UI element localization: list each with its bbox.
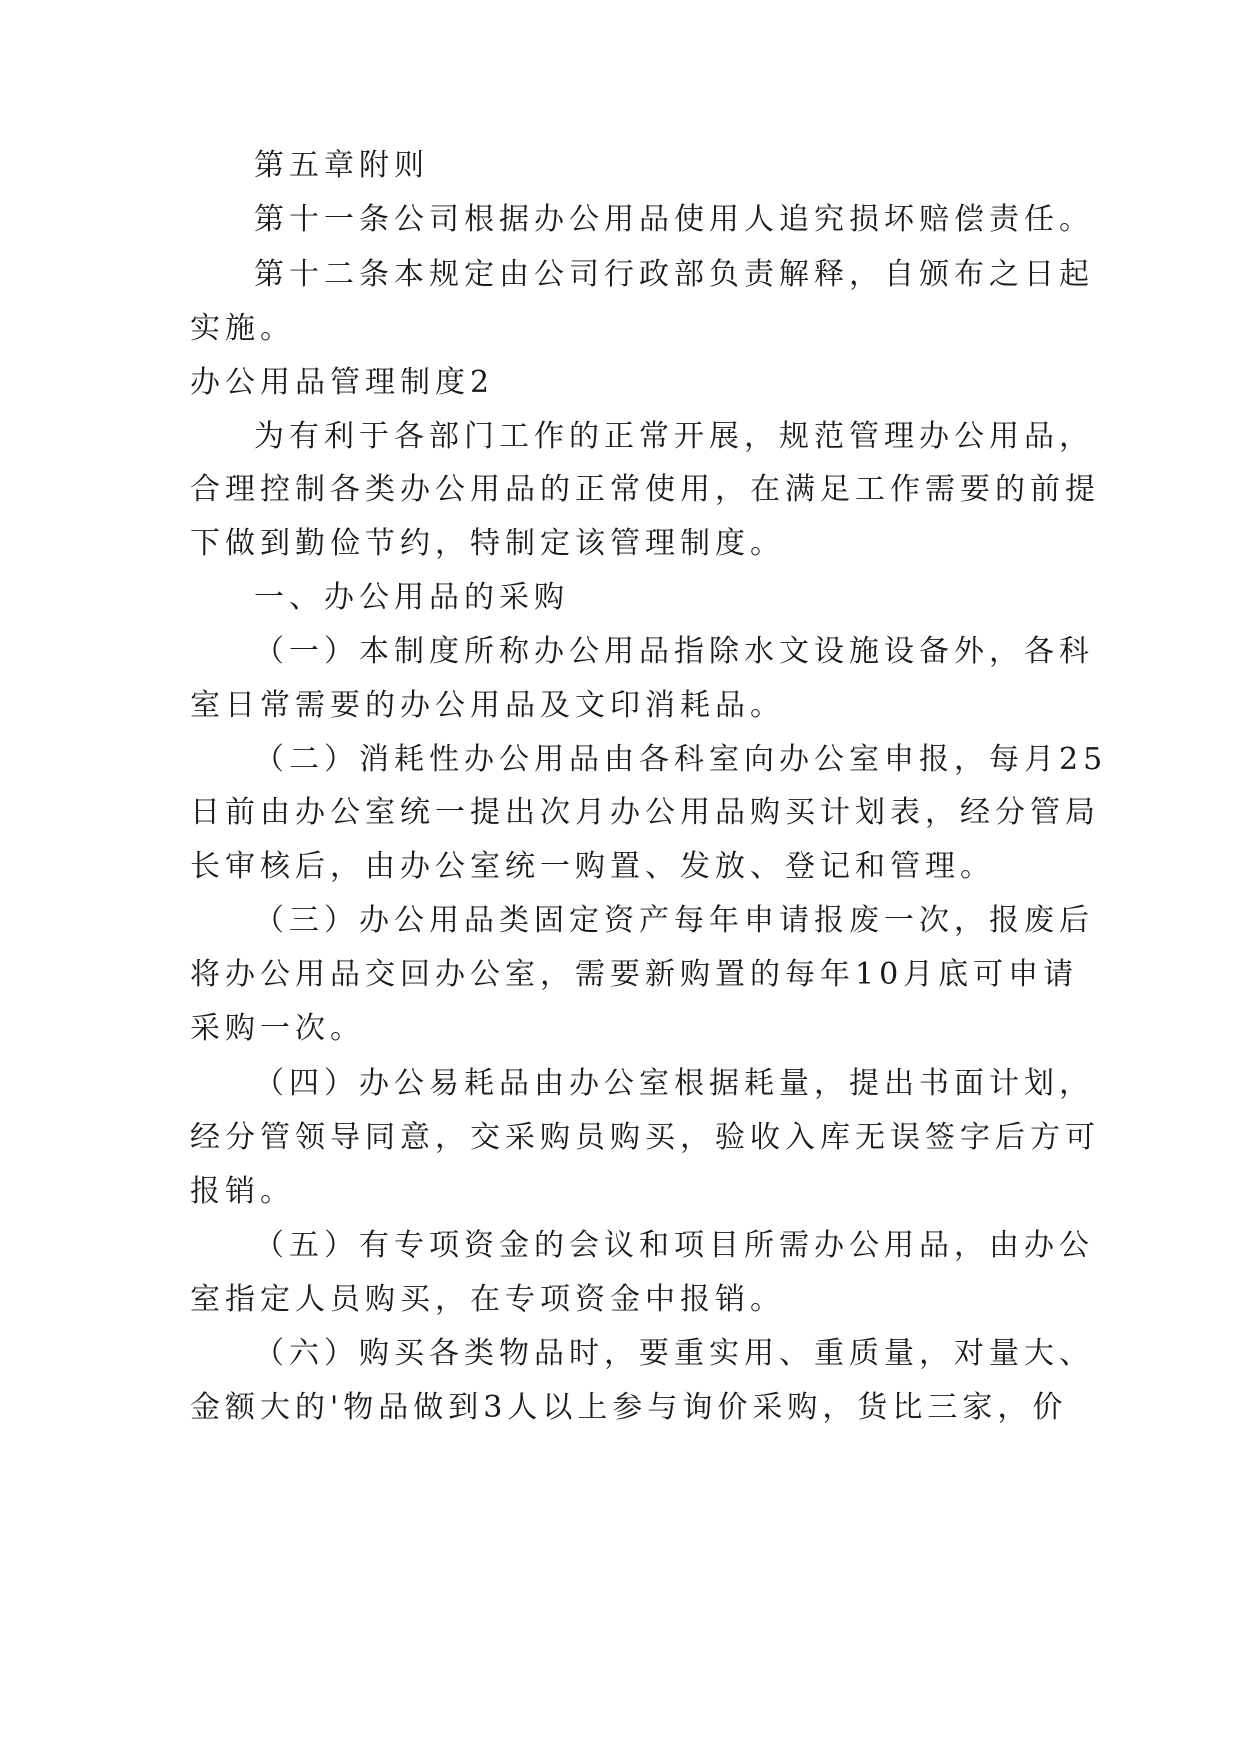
paragraph-line: 合理控制各类办公用品的正常使用，在满足工作需要的前提 [190, 472, 1100, 507]
paragraph-line: 室指定人员购买，在专项资金中报销。 [190, 1282, 785, 1317]
paragraph-line: 采购一次。 [190, 1011, 365, 1046]
paragraph-line: 金额大的'物品做到3人以上参与询价采购，货比三家，价 [190, 1390, 1068, 1425]
paragraph-line: 长审核后，由办公室统一购置、发放、登记和管理。 [190, 849, 995, 884]
paragraph-line: 第十一条公司根据办公用品使用人追究损坏赔偿责任。 [254, 202, 1094, 237]
paragraph-line: 为有利于各部门工作的正常开展，规范管理办公用品， [254, 419, 1094, 454]
subsection-heading: 一、办公用品的采购 [254, 580, 569, 615]
paragraph-line: （六）购买各类物品时，要重实用、重质量，对量大、 [254, 1336, 1094, 1371]
paragraph-line: （三）办公用品类固定资产每年申请报废一次，报废后 [254, 903, 1094, 938]
paragraph-line: 报销。 [190, 1174, 295, 1209]
section-title: 办公用品管理制度2 [190, 365, 495, 400]
paragraph-line: （一）本制度所称办公用品指除水文设施设备外，各科 [254, 634, 1094, 669]
paragraph-line: （五）有专项资金的会议和项目所需办公用品，由办公 [254, 1228, 1094, 1263]
paragraph-line: 实施。 [190, 311, 295, 346]
chapter-heading: 第五章附则 [254, 148, 429, 183]
paragraph-line: 室日常需要的办公用品及文印消耗品。 [190, 688, 785, 723]
paragraph-line: 日前由办公室统一提出次月办公用品购买计划表，经分管局 [190, 795, 1100, 830]
paragraph-line: 将办公用品交回办公室，需要新购置的每年10月底可申请 [190, 957, 1079, 992]
paragraph-line: 经分管领导同意，交采购员购买，验收入库无误签字后方可 [190, 1120, 1100, 1155]
paragraph-line: （二）消耗性办公用品由各科室向办公室申报，每月25 [254, 742, 1108, 777]
paragraph-line: （四）办公易耗品由办公室根据耗量，提出书面计划， [254, 1066, 1094, 1101]
paragraph-line: 第十二条本规定由公司行政部负责解释，自颁布之日起 [254, 257, 1094, 292]
paragraph-line: 下做到勤俭节约，特制定该管理制度。 [190, 526, 785, 561]
